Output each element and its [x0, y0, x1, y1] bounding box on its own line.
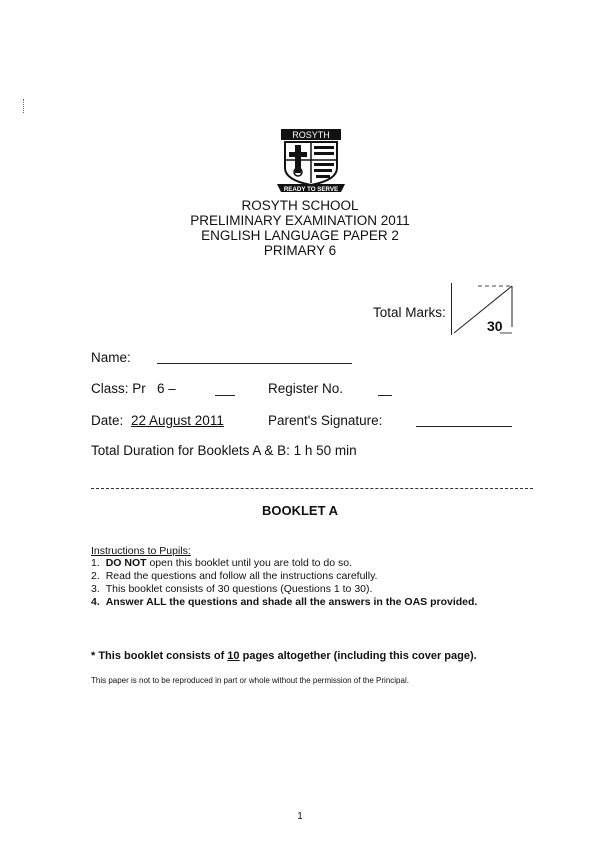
- school-crest: [275, 128, 347, 194]
- signature-label: Parent's Signature:: [268, 413, 383, 428]
- instruction-item: [91, 570, 377, 582]
- name-label: Name:: [91, 350, 131, 365]
- total-marks-value: 30: [487, 318, 503, 334]
- class-value: 6 –: [157, 381, 176, 396]
- date-label: Date:: [91, 413, 124, 428]
- instruction-emphasis: DO NOT: [105, 557, 147, 569]
- crest-motto-text: READY TO SERVE: [283, 186, 339, 193]
- pages-note: [91, 650, 477, 662]
- name-field[interactable]: [157, 363, 352, 364]
- total-marks-box: [451, 283, 514, 335]
- instruction-number: 1.: [91, 557, 100, 569]
- instruction-item: [91, 596, 477, 608]
- signature-field[interactable]: [416, 426, 512, 427]
- exam-title: PRELIMINARY EXAMINATION 2011: [190, 213, 410, 228]
- pages-count: 10: [227, 650, 240, 662]
- instructions-heading: Instructions to Pupils:: [91, 545, 191, 557]
- instruction-number: 3.: [91, 583, 100, 595]
- total-marks-label: Total Marks:: [373, 305, 446, 320]
- instruction-text: open this booklet until you are told to do so.: [146, 557, 352, 569]
- pages-note-pre: * This booklet consists of: [91, 650, 228, 662]
- margin-mark: [23, 99, 25, 113]
- pages-note-post: pages altogether (including this cover page).: [239, 650, 477, 662]
- crest-banner-text: ROSYTH: [292, 130, 330, 140]
- register-label: Register No.: [268, 381, 344, 396]
- paper-title: ENGLISH LANGUAGE PAPER 2: [201, 228, 399, 243]
- instruction-text: Answer ALL the questions and shade all the answers in the OAS provided.: [105, 596, 478, 608]
- page-number: 1: [297, 811, 303, 822]
- date-value: 22 August 2011: [131, 413, 224, 428]
- class-label: Class: Pr: [91, 381, 146, 396]
- instruction-number: 4.: [91, 596, 100, 608]
- level-title: PRIMARY 6: [263, 243, 337, 258]
- separator-line: [91, 488, 533, 489]
- copyright-notice: This paper is not to be reproduced in part or whole without the permission of the Principal.: [91, 676, 409, 685]
- class-field[interactable]: [215, 395, 235, 396]
- instruction-item: [91, 557, 352, 569]
- instruction-text: This booklet consists of 30 questions (Questions 1 to 30).: [105, 583, 373, 595]
- instruction-number: 2.: [91, 570, 100, 582]
- booklet-title: BOOKLET A: [261, 503, 339, 518]
- instruction-text: Read the questions and follow all the instructions carefully.: [105, 570, 378, 582]
- instruction-item: [91, 583, 372, 595]
- school-name: ROSYTH SCHOOL: [241, 198, 359, 213]
- duration-text: Total Duration for Booklets A & B: 1 h 50 min: [91, 443, 357, 458]
- register-field[interactable]: [378, 395, 392, 396]
